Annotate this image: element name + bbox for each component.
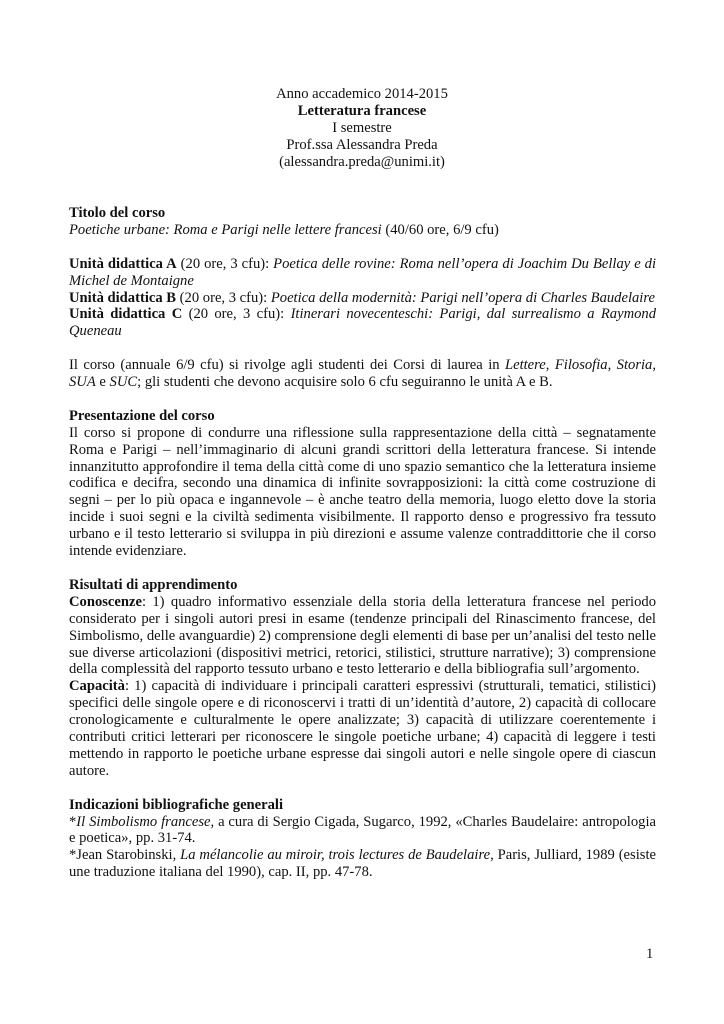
- unit-title: Poetica delle rovine: Roma nell’opera di Joachim Du Bellay e di Michel de Montaigne: [69, 255, 657, 289]
- course-title-detail: (40/60 ore, 6/9 cfu): [381, 221, 499, 238]
- entry-rest: , Paris, Julliard, 1989 (esiste une traduzione italiana del 1990), cap. II, pp. 47-78.: [69, 847, 656, 881]
- degree-sua: SUA: [69, 374, 96, 391]
- professor-name: Prof.ssa Alessandra Preda: [286, 136, 438, 153]
- capacita-paragraph: [69, 678, 656, 779]
- unit-label: Unità didattica B: [69, 289, 177, 306]
- section-bibliografia: [69, 797, 656, 882]
- entry-rest: , a cura di Sergio Cigada, Sugarco, 1992, «Charles Baudelaire: antropologia e poetica», pp. 31-74.: [69, 813, 656, 847]
- academic-year: Anno accademico 2014-2015: [276, 86, 448, 102]
- degree-lettere: Lettere: [504, 357, 546, 374]
- unit-title: Itinerari novecenteschi: Parigi, dal surrealismo a Raymond Queneau: [69, 306, 656, 340]
- entry-prefix: *: [69, 813, 77, 830]
- section-heading: Indicazioni bibliografiche generali: [69, 796, 284, 813]
- capacita-label: Capacità: [69, 678, 125, 695]
- professor-email: (alessandra.preda@unimi.it): [279, 153, 445, 170]
- capacita-text: : 1) capacità di individuare i principali caratteri espressivi (strutturali, tematici, stilistici) specifici delle singole opere e di riconoscervi i tratti di un’identità d’autore, 2) capacità di collocare cronologicamente e culturalmente le opere analizzate; 3) capacità di utilizzare coerentemente i contributi critici letterari per riconoscere le singole poetiche urbane; 4) capacità di leggere i testi mettendo in rapporto le poetiche urbane espresse dai singoli autori e nelle singole opere di ciascun autore.: [69, 678, 656, 779]
- course-name: Letteratura francese: [297, 102, 427, 119]
- bibliography-entry: [69, 814, 656, 848]
- section-heading: Presentazione del corso: [69, 407, 215, 424]
- semester: I semestre: [332, 119, 392, 136]
- course-title: Poetiche urbane: Roma e Parigi nelle lettere francesi: [69, 221, 382, 238]
- unit-detail: (20 ore, 3 cfu):: [176, 289, 271, 306]
- conoscenze-label: Conoscenze: [69, 593, 142, 610]
- separator: ,: [545, 357, 555, 374]
- unit-c: [69, 306, 656, 340]
- document-body: [69, 205, 656, 898]
- unit-b: [69, 290, 656, 307]
- section-corso: [69, 357, 656, 391]
- section-risultati: [69, 577, 656, 780]
- separator: ,: [607, 357, 617, 374]
- degree-storia: Storia: [616, 357, 653, 374]
- unit-a: [69, 256, 656, 290]
- section-units: [69, 256, 656, 341]
- page-number: 1: [646, 946, 654, 962]
- unit-title: Poetica della modernità: Parigi nell’opera di Charles Baudelaire: [270, 289, 655, 306]
- conoscenze-text: : 1) quadro informativo essenziale della storia della letteratura francese nel periodo considerato per i singoli autori presi in esame (tendenze principali del Rinascimento francese, del Simbolismo, delle avanguardie) 2) comprensione degli elementi di base per un’analisi del testo nelle sue diverse articolazioni (dispositivi metrici, retorici, stilistici, strutture narrative); 3) comprensione della complessità del rapporto tessuto urbano e testo letterario e della bibliografia sull’argomento.: [69, 593, 656, 678]
- bibliography-entry: [69, 847, 656, 881]
- section-heading: Risultati di apprendimento: [69, 576, 238, 593]
- corso-text-end: ; gli studenti che devono acquisire solo 6 cfu seguiranno le unità A e B.: [137, 374, 553, 391]
- section-heading: Titolo del corso: [69, 205, 166, 221]
- course-header: [0, 86, 724, 171]
- entry-title: La mélancolie au miroir, trois lectures de Baudelaire: [180, 847, 491, 864]
- unit-detail: (20 ore, 3 cfu):: [182, 306, 291, 323]
- unit-detail: (20 ore, 3 cfu):: [176, 255, 274, 272]
- separator: e: [95, 374, 110, 391]
- conoscenze-paragraph: [69, 594, 656, 679]
- corso-text: Il corso (annuale 6/9 cfu) si rivolge agli studenti dei Corsi di laurea in: [69, 357, 505, 374]
- entry-prefix: *Jean Starobinski,: [69, 847, 181, 864]
- unit-label: Unità didattica C: [69, 306, 183, 323]
- degree-filosofia: Filosofia: [554, 357, 608, 374]
- separator: ,: [652, 357, 657, 374]
- degree-suc: SUC: [109, 374, 138, 391]
- section-titolo: [69, 205, 656, 239]
- section-presentazione: [69, 408, 656, 560]
- entry-title: Il Simbolismo francese: [76, 813, 211, 830]
- unit-label: Unità didattica A: [69, 255, 177, 272]
- presentazione-text: Il corso si propone di condurre una riflessione sulla rappresentazione della città – segnatamente Roma e Parigi – nell’immaginario di alcuni grandi scrittori della letteratura francese. Si intende innanzitutto approfondire il tema della città come di uno spazio semantico che la letteratura insieme codifica e decifra, secondo una dinamica di infinite sovrapposizioni: la città come costruzione di segni – per lo più opaca e ingannevole – è anche teatro della memoria, luogo eletto dove la storia incide i suoi segni e la civiltà sedimenta visibilmente. Il rapporto denso e progressivo fra tessuto urbano e il testo letterario si sviluppa in più direzioni e assume valenze contraddittorie che il corso intende evidenziare.: [69, 424, 656, 560]
